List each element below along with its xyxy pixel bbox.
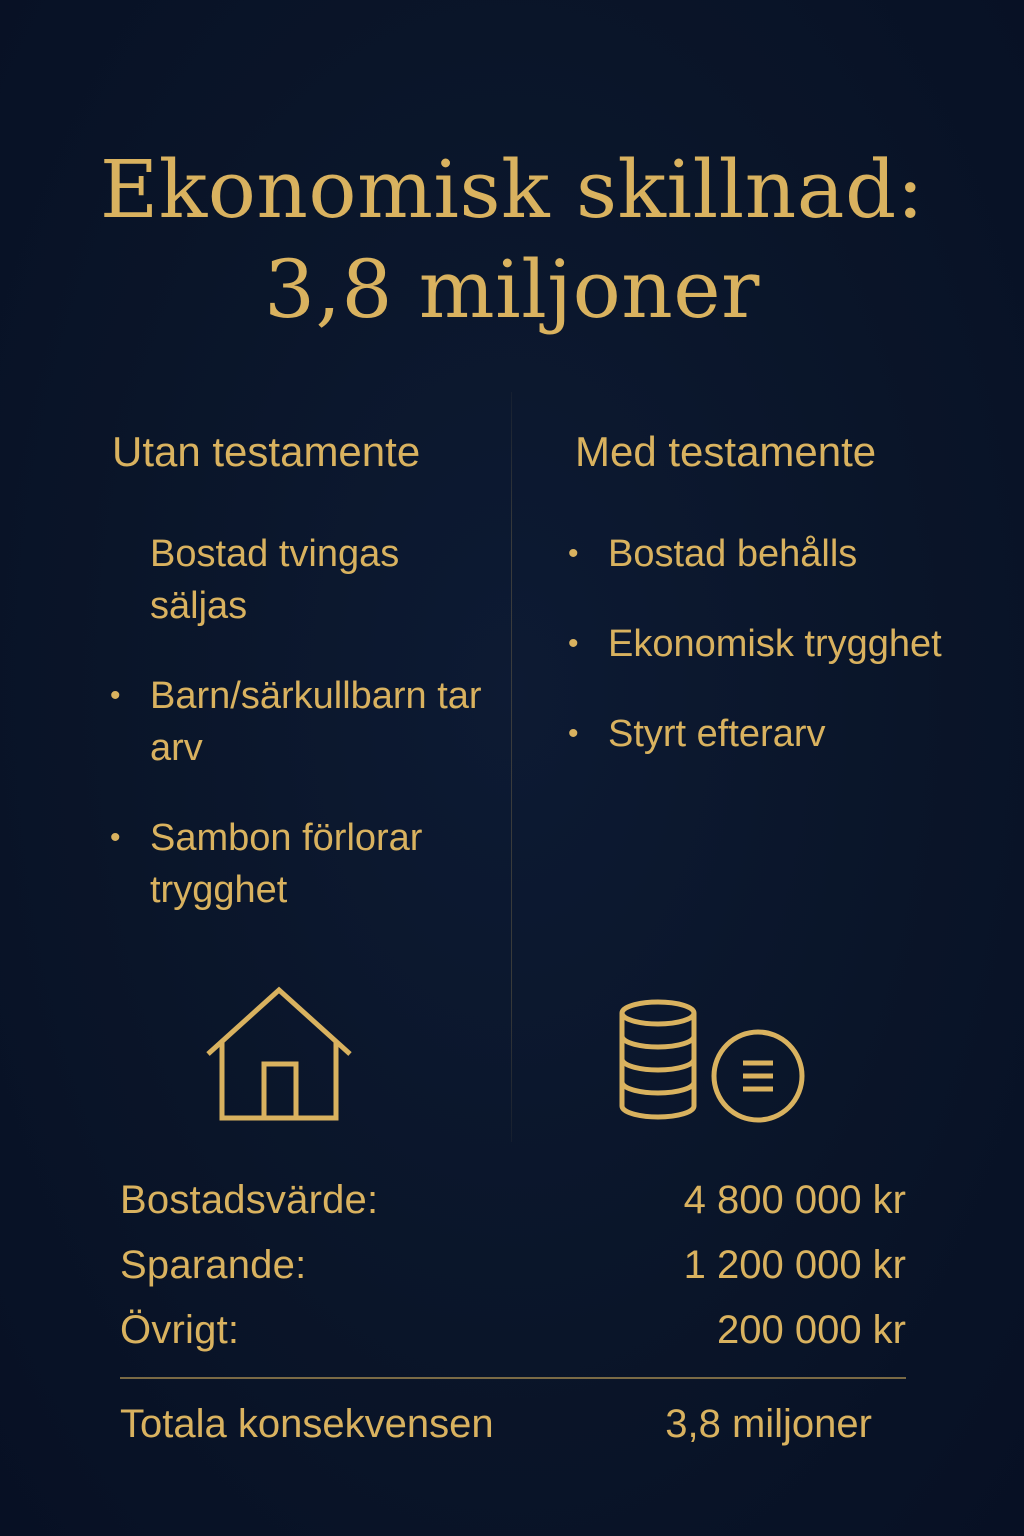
total-divider <box>120 1377 906 1379</box>
list-item <box>110 528 500 632</box>
financials-table <box>120 1168 906 1363</box>
financials-label: Övrigt: <box>120 1308 240 1352</box>
left-column-heading: Utan testamente <box>112 428 421 475</box>
list-item <box>110 812 500 916</box>
right-column-list <box>568 528 968 760</box>
right-column-heading: Med testamente <box>575 428 877 475</box>
coins-icon <box>612 998 812 1126</box>
list-item <box>568 618 968 670</box>
bullet: • <box>110 821 121 854</box>
financials-value: 1 200 000 kr <box>683 1243 906 1287</box>
bullet: • <box>568 627 579 660</box>
title-line-2: 3,8 miljoner <box>264 243 760 336</box>
financials-label: Bostadsvärde: <box>120 1178 379 1222</box>
financials-row <box>120 1298 906 1363</box>
title-line-1: Ekonomisk skillnad: <box>99 143 925 236</box>
bullet: • <box>568 717 579 750</box>
bullet: • <box>568 537 579 570</box>
column-divider <box>511 392 512 1142</box>
list-item-text: Ekonomisk trygghet <box>608 623 942 665</box>
financials-value: 4 800 000 kr <box>683 1178 906 1222</box>
bullet: • <box>110 679 121 712</box>
left-column-list <box>110 528 500 916</box>
list-item <box>568 708 968 760</box>
page-title <box>0 140 1024 340</box>
house-icon <box>204 986 354 1122</box>
financials-row <box>120 1168 906 1233</box>
list-item <box>110 670 500 774</box>
financials-row <box>120 1233 906 1298</box>
total-label: Totala konsekvensen <box>120 1402 494 1446</box>
list-item-text: Bostad tvingas säljas <box>150 533 400 627</box>
list-item-text: Barn/särkullbarn tar arv <box>150 675 482 769</box>
financials-value: 200 000 kr <box>716 1308 906 1352</box>
total-value: 3,8 miljoner <box>665 1402 872 1446</box>
list-item-text: Bostad behålls <box>608 533 858 575</box>
total-row <box>120 1394 872 1454</box>
list-item <box>568 528 968 580</box>
financials-label: Sparande: <box>120 1243 307 1287</box>
list-item-text: Sambon förlorar trygghet <box>150 817 423 911</box>
list-item-text: Styrt efterarv <box>608 713 826 755</box>
